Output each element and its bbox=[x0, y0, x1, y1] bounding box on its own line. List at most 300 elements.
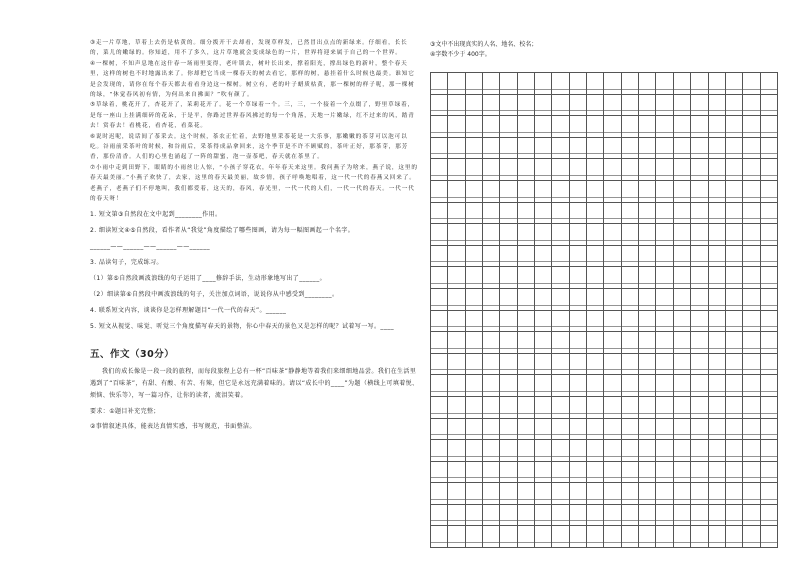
grid-cell[interactable] bbox=[431, 138, 448, 160]
grid-cell[interactable] bbox=[674, 526, 691, 548]
grid-cell[interactable] bbox=[518, 375, 535, 397]
grid-cell[interactable] bbox=[552, 483, 569, 505]
grid-cell[interactable] bbox=[552, 440, 569, 462]
grid-cell[interactable] bbox=[639, 397, 656, 419]
grid-cell[interactable] bbox=[743, 483, 760, 505]
grid-cell[interactable] bbox=[570, 181, 587, 203]
grid-cell[interactable] bbox=[743, 397, 760, 419]
grid-cell[interactable] bbox=[500, 440, 517, 462]
grid-cell[interactable] bbox=[500, 505, 517, 527]
grid-cell[interactable] bbox=[552, 267, 569, 289]
grid-cell[interactable] bbox=[604, 311, 621, 333]
grid-cell[interactable] bbox=[587, 267, 604, 289]
grid-cell[interactable] bbox=[552, 73, 569, 95]
grid-cell[interactable] bbox=[691, 462, 708, 484]
grid-cell[interactable] bbox=[448, 462, 465, 484]
grid-cell[interactable] bbox=[639, 203, 656, 225]
grid-cell[interactable] bbox=[570, 440, 587, 462]
grid-cell[interactable] bbox=[448, 267, 465, 289]
grid-cell[interactable] bbox=[500, 419, 517, 441]
grid-cell[interactable] bbox=[761, 311, 778, 333]
grid-cell[interactable] bbox=[483, 440, 500, 462]
grid-cell[interactable] bbox=[674, 375, 691, 397]
grid-cell[interactable] bbox=[431, 224, 448, 246]
grid-cell[interactable] bbox=[674, 440, 691, 462]
grid-cell[interactable] bbox=[604, 440, 621, 462]
grid-cell[interactable] bbox=[761, 289, 778, 311]
grid-cell[interactable] bbox=[570, 246, 587, 268]
grid-cell[interactable] bbox=[552, 505, 569, 527]
grid-cell[interactable] bbox=[500, 181, 517, 203]
grid-cell[interactable] bbox=[656, 462, 673, 484]
grid-cell[interactable] bbox=[535, 224, 552, 246]
grid-cell[interactable] bbox=[639, 375, 656, 397]
grid-cell[interactable] bbox=[639, 354, 656, 376]
grid-cell[interactable] bbox=[656, 440, 673, 462]
grid-cell[interactable] bbox=[674, 267, 691, 289]
grid-cell[interactable] bbox=[691, 419, 708, 441]
grid-cell[interactable] bbox=[552, 138, 569, 160]
grid-cell[interactable] bbox=[622, 440, 639, 462]
grid-cell[interactable] bbox=[761, 159, 778, 181]
grid-cell[interactable] bbox=[709, 246, 726, 268]
grid-cell[interactable] bbox=[622, 311, 639, 333]
grid-cell[interactable] bbox=[466, 138, 483, 160]
grid-cell[interactable] bbox=[570, 505, 587, 527]
grid-cell[interactable] bbox=[518, 419, 535, 441]
grid-cell[interactable] bbox=[587, 311, 604, 333]
grid-cell[interactable] bbox=[483, 419, 500, 441]
grid-cell[interactable] bbox=[570, 116, 587, 138]
grid-cell[interactable] bbox=[709, 354, 726, 376]
grid-cell[interactable] bbox=[726, 354, 743, 376]
grid-cell[interactable] bbox=[552, 462, 569, 484]
grid-cell[interactable] bbox=[726, 95, 743, 117]
grid-cell[interactable] bbox=[761, 332, 778, 354]
grid-cell[interactable] bbox=[761, 73, 778, 95]
grid-cell[interactable] bbox=[483, 311, 500, 333]
grid-cell[interactable] bbox=[587, 505, 604, 527]
grid-cell[interactable] bbox=[431, 419, 448, 441]
grid-cell[interactable] bbox=[587, 95, 604, 117]
grid-cell[interactable] bbox=[535, 397, 552, 419]
grid-cell[interactable] bbox=[466, 526, 483, 548]
grid-cell[interactable] bbox=[709, 116, 726, 138]
grid-cell[interactable] bbox=[709, 224, 726, 246]
grid-cell[interactable] bbox=[639, 224, 656, 246]
grid-cell[interactable] bbox=[743, 440, 760, 462]
grid-cell[interactable] bbox=[674, 95, 691, 117]
grid-cell[interactable] bbox=[466, 95, 483, 117]
grid-cell[interactable] bbox=[656, 159, 673, 181]
grid-cell[interactable] bbox=[639, 505, 656, 527]
grid-cell[interactable] bbox=[587, 375, 604, 397]
grid-cell[interactable] bbox=[587, 419, 604, 441]
grid-cell[interactable] bbox=[639, 440, 656, 462]
grid-cell[interactable] bbox=[604, 375, 621, 397]
grid-cell[interactable] bbox=[709, 505, 726, 527]
grid-cell[interactable] bbox=[431, 181, 448, 203]
grid-cell[interactable] bbox=[448, 116, 465, 138]
grid-cell[interactable] bbox=[604, 505, 621, 527]
grid-cell[interactable] bbox=[691, 95, 708, 117]
grid-cell[interactable] bbox=[535, 159, 552, 181]
grid-cell[interactable] bbox=[691, 116, 708, 138]
grid-cell[interactable] bbox=[761, 505, 778, 527]
grid-cell[interactable] bbox=[500, 159, 517, 181]
grid-cell[interactable] bbox=[691, 73, 708, 95]
grid-cell[interactable] bbox=[709, 267, 726, 289]
grid-cell[interactable] bbox=[691, 289, 708, 311]
grid-cell[interactable] bbox=[622, 397, 639, 419]
grid-cell[interactable] bbox=[674, 354, 691, 376]
grid-cell[interactable] bbox=[604, 332, 621, 354]
grid-cell[interactable] bbox=[622, 181, 639, 203]
grid-cell[interactable] bbox=[604, 483, 621, 505]
grid-cell[interactable] bbox=[500, 95, 517, 117]
grid-cell[interactable] bbox=[726, 419, 743, 441]
grid-cell[interactable] bbox=[622, 354, 639, 376]
grid-cell[interactable] bbox=[500, 267, 517, 289]
grid-cell[interactable] bbox=[448, 505, 465, 527]
grid-cell[interactable] bbox=[761, 116, 778, 138]
grid-cell[interactable] bbox=[587, 116, 604, 138]
grid-cell[interactable] bbox=[552, 224, 569, 246]
grid-cell[interactable] bbox=[518, 289, 535, 311]
grid-cell[interactable] bbox=[691, 159, 708, 181]
grid-cell[interactable] bbox=[656, 397, 673, 419]
grid-cell[interactable] bbox=[726, 526, 743, 548]
grid-cell[interactable] bbox=[466, 159, 483, 181]
grid-cell[interactable] bbox=[587, 73, 604, 95]
grid-cell[interactable] bbox=[431, 332, 448, 354]
grid-cell[interactable] bbox=[604, 159, 621, 181]
grid-cell[interactable] bbox=[587, 462, 604, 484]
grid-cell[interactable] bbox=[448, 440, 465, 462]
grid-cell[interactable] bbox=[622, 224, 639, 246]
grid-cell[interactable] bbox=[431, 311, 448, 333]
grid-cell[interactable] bbox=[518, 311, 535, 333]
grid-cell[interactable] bbox=[761, 246, 778, 268]
grid-cell[interactable] bbox=[466, 246, 483, 268]
grid-cell[interactable] bbox=[518, 505, 535, 527]
grid-cell[interactable] bbox=[500, 311, 517, 333]
grid-cell[interactable] bbox=[604, 138, 621, 160]
grid-cell[interactable] bbox=[691, 354, 708, 376]
grid-cell[interactable] bbox=[535, 440, 552, 462]
grid-cell[interactable] bbox=[709, 73, 726, 95]
grid-cell[interactable] bbox=[552, 419, 569, 441]
grid-cell[interactable] bbox=[535, 354, 552, 376]
grid-cell[interactable] bbox=[483, 332, 500, 354]
grid-cell[interactable] bbox=[535, 332, 552, 354]
grid-cell[interactable] bbox=[622, 95, 639, 117]
grid-cell[interactable] bbox=[431, 440, 448, 462]
grid-cell[interactable] bbox=[674, 224, 691, 246]
grid-cell[interactable] bbox=[761, 267, 778, 289]
grid-cell[interactable] bbox=[483, 526, 500, 548]
grid-cell[interactable] bbox=[761, 375, 778, 397]
grid-cell[interactable] bbox=[726, 397, 743, 419]
grid-cell[interactable] bbox=[622, 332, 639, 354]
grid-cell[interactable] bbox=[656, 375, 673, 397]
grid-cell[interactable] bbox=[761, 181, 778, 203]
grid-cell[interactable] bbox=[483, 116, 500, 138]
grid-cell[interactable] bbox=[535, 526, 552, 548]
grid-cell[interactable] bbox=[674, 289, 691, 311]
grid-cell[interactable] bbox=[466, 332, 483, 354]
grid-cell[interactable] bbox=[691, 224, 708, 246]
grid-cell[interactable] bbox=[691, 483, 708, 505]
grid-cell[interactable] bbox=[709, 375, 726, 397]
grid-cell[interactable] bbox=[604, 354, 621, 376]
grid-cell[interactable] bbox=[639, 289, 656, 311]
grid-cell[interactable] bbox=[761, 203, 778, 225]
grid-cell[interactable] bbox=[500, 483, 517, 505]
grid-cell[interactable] bbox=[466, 354, 483, 376]
grid-cell[interactable] bbox=[726, 311, 743, 333]
grid-cell[interactable] bbox=[587, 203, 604, 225]
grid-cell[interactable] bbox=[743, 181, 760, 203]
grid-cell[interactable] bbox=[622, 505, 639, 527]
grid-cell[interactable] bbox=[709, 332, 726, 354]
grid-cell[interactable] bbox=[743, 246, 760, 268]
grid-cell[interactable] bbox=[552, 375, 569, 397]
grid-cell[interactable] bbox=[587, 440, 604, 462]
grid-cell[interactable] bbox=[570, 138, 587, 160]
grid-cell[interactable] bbox=[639, 419, 656, 441]
grid-cell[interactable] bbox=[552, 203, 569, 225]
grid-cell[interactable] bbox=[448, 224, 465, 246]
grid-cell[interactable] bbox=[466, 116, 483, 138]
grid-cell[interactable] bbox=[431, 203, 448, 225]
grid-cell[interactable] bbox=[483, 224, 500, 246]
grid-cell[interactable] bbox=[709, 419, 726, 441]
grid-cell[interactable] bbox=[674, 138, 691, 160]
grid-cell[interactable] bbox=[466, 224, 483, 246]
grid-cell[interactable] bbox=[656, 483, 673, 505]
grid-cell[interactable] bbox=[709, 203, 726, 225]
grid-cell[interactable] bbox=[552, 354, 569, 376]
grid-cell[interactable] bbox=[500, 73, 517, 95]
grid-cell[interactable] bbox=[466, 483, 483, 505]
grid-cell[interactable] bbox=[570, 397, 587, 419]
grid-cell[interactable] bbox=[639, 246, 656, 268]
grid-cell[interactable] bbox=[500, 332, 517, 354]
grid-cell[interactable] bbox=[743, 73, 760, 95]
grid-cell[interactable] bbox=[483, 246, 500, 268]
grid-cell[interactable] bbox=[535, 375, 552, 397]
grid-cell[interactable] bbox=[570, 224, 587, 246]
grid-cell[interactable] bbox=[691, 332, 708, 354]
grid-cell[interactable] bbox=[483, 483, 500, 505]
grid-cell[interactable] bbox=[448, 95, 465, 117]
grid-cell[interactable] bbox=[466, 73, 483, 95]
grid-cell[interactable] bbox=[709, 526, 726, 548]
grid-cell[interactable] bbox=[500, 289, 517, 311]
grid-cell[interactable] bbox=[448, 332, 465, 354]
grid-cell[interactable] bbox=[587, 159, 604, 181]
grid-cell[interactable] bbox=[656, 354, 673, 376]
grid-cell[interactable] bbox=[466, 181, 483, 203]
grid-cell[interactable] bbox=[466, 397, 483, 419]
grid-cell[interactable] bbox=[518, 267, 535, 289]
grid-cell[interactable] bbox=[448, 483, 465, 505]
grid-cell[interactable] bbox=[639, 526, 656, 548]
grid-cell[interactable] bbox=[761, 138, 778, 160]
grid-cell[interactable] bbox=[639, 332, 656, 354]
grid-cell[interactable] bbox=[639, 116, 656, 138]
grid-cell[interactable] bbox=[570, 203, 587, 225]
grid-cell[interactable] bbox=[639, 138, 656, 160]
grid-cell[interactable] bbox=[656, 246, 673, 268]
grid-cell[interactable] bbox=[726, 138, 743, 160]
grid-cell[interactable] bbox=[674, 181, 691, 203]
grid-cell[interactable] bbox=[431, 73, 448, 95]
grid-cell[interactable] bbox=[726, 73, 743, 95]
grid-cell[interactable] bbox=[466, 440, 483, 462]
grid-cell[interactable] bbox=[518, 181, 535, 203]
grid-cell[interactable] bbox=[518, 224, 535, 246]
grid-cell[interactable] bbox=[535, 311, 552, 333]
grid-cell[interactable] bbox=[726, 505, 743, 527]
grid-cell[interactable] bbox=[570, 354, 587, 376]
grid-cell[interactable] bbox=[448, 181, 465, 203]
grid-cell[interactable] bbox=[570, 375, 587, 397]
grid-cell[interactable] bbox=[448, 203, 465, 225]
grid-cell[interactable] bbox=[709, 397, 726, 419]
grid-cell[interactable] bbox=[709, 95, 726, 117]
grid-cell[interactable] bbox=[448, 289, 465, 311]
grid-cell[interactable] bbox=[466, 505, 483, 527]
grid-cell[interactable] bbox=[448, 159, 465, 181]
grid-cell[interactable] bbox=[743, 505, 760, 527]
grid-cell[interactable] bbox=[431, 95, 448, 117]
grid-cell[interactable] bbox=[604, 526, 621, 548]
grid-cell[interactable] bbox=[552, 397, 569, 419]
grid-cell[interactable] bbox=[483, 267, 500, 289]
grid-cell[interactable] bbox=[604, 246, 621, 268]
grid-cell[interactable] bbox=[639, 159, 656, 181]
grid-cell[interactable] bbox=[552, 246, 569, 268]
grid-cell[interactable] bbox=[709, 440, 726, 462]
grid-cell[interactable] bbox=[587, 397, 604, 419]
grid-cell[interactable] bbox=[500, 526, 517, 548]
grid-cell[interactable] bbox=[587, 526, 604, 548]
grid-cell[interactable] bbox=[622, 419, 639, 441]
grid-cell[interactable] bbox=[743, 332, 760, 354]
grid-cell[interactable] bbox=[518, 332, 535, 354]
grid-cell[interactable] bbox=[535, 289, 552, 311]
grid-cell[interactable] bbox=[709, 181, 726, 203]
grid-cell[interactable] bbox=[761, 397, 778, 419]
grid-cell[interactable] bbox=[500, 246, 517, 268]
grid-cell[interactable] bbox=[709, 138, 726, 160]
grid-cell[interactable] bbox=[639, 267, 656, 289]
grid-cell[interactable] bbox=[656, 203, 673, 225]
grid-cell[interactable] bbox=[691, 311, 708, 333]
grid-cell[interactable] bbox=[622, 73, 639, 95]
grid-cell[interactable] bbox=[656, 116, 673, 138]
grid-cell[interactable] bbox=[743, 289, 760, 311]
grid-cell[interactable] bbox=[518, 354, 535, 376]
grid-cell[interactable] bbox=[535, 95, 552, 117]
grid-cell[interactable] bbox=[656, 505, 673, 527]
grid-cell[interactable] bbox=[726, 375, 743, 397]
grid-cell[interactable] bbox=[656, 332, 673, 354]
grid-cell[interactable] bbox=[604, 203, 621, 225]
grid-cell[interactable] bbox=[761, 462, 778, 484]
grid-cell[interactable] bbox=[622, 159, 639, 181]
grid-cell[interactable] bbox=[518, 526, 535, 548]
grid-cell[interactable] bbox=[483, 203, 500, 225]
grid-cell[interactable] bbox=[656, 224, 673, 246]
grid-cell[interactable] bbox=[570, 332, 587, 354]
grid-cell[interactable] bbox=[743, 203, 760, 225]
grid-cell[interactable] bbox=[500, 397, 517, 419]
grid-cell[interactable] bbox=[570, 462, 587, 484]
grid-cell[interactable] bbox=[448, 246, 465, 268]
grid-cell[interactable] bbox=[587, 246, 604, 268]
grid-cell[interactable] bbox=[518, 483, 535, 505]
grid-cell[interactable] bbox=[639, 462, 656, 484]
grid-cell[interactable] bbox=[518, 95, 535, 117]
grid-cell[interactable] bbox=[466, 462, 483, 484]
grid-cell[interactable] bbox=[483, 95, 500, 117]
grid-cell[interactable] bbox=[743, 138, 760, 160]
grid-cell[interactable] bbox=[674, 116, 691, 138]
grid-cell[interactable] bbox=[431, 267, 448, 289]
grid-cell[interactable] bbox=[587, 354, 604, 376]
grid-cell[interactable] bbox=[656, 138, 673, 160]
grid-cell[interactable] bbox=[431, 483, 448, 505]
grid-cell[interactable] bbox=[639, 181, 656, 203]
grid-cell[interactable] bbox=[743, 462, 760, 484]
grid-cell[interactable] bbox=[448, 73, 465, 95]
grid-cell[interactable] bbox=[587, 289, 604, 311]
grid-cell[interactable] bbox=[431, 246, 448, 268]
grid-cell[interactable] bbox=[483, 138, 500, 160]
grid-cell[interactable] bbox=[604, 224, 621, 246]
grid-cell[interactable] bbox=[483, 505, 500, 527]
grid-cell[interactable] bbox=[483, 289, 500, 311]
grid-cell[interactable] bbox=[518, 116, 535, 138]
grid-cell[interactable] bbox=[709, 462, 726, 484]
grid-cell[interactable] bbox=[726, 332, 743, 354]
grid-cell[interactable] bbox=[483, 159, 500, 181]
grid-cell[interactable] bbox=[674, 397, 691, 419]
grid-cell[interactable] bbox=[674, 483, 691, 505]
grid-cell[interactable] bbox=[535, 505, 552, 527]
grid-cell[interactable] bbox=[535, 138, 552, 160]
grid-cell[interactable] bbox=[483, 73, 500, 95]
grid-cell[interactable] bbox=[570, 289, 587, 311]
grid-cell[interactable] bbox=[431, 289, 448, 311]
grid-cell[interactable] bbox=[570, 267, 587, 289]
grid-cell[interactable] bbox=[518, 159, 535, 181]
grid-cell[interactable] bbox=[674, 311, 691, 333]
grid-cell[interactable] bbox=[518, 73, 535, 95]
grid-cell[interactable] bbox=[570, 159, 587, 181]
grid-cell[interactable] bbox=[709, 311, 726, 333]
grid-cell[interactable] bbox=[431, 505, 448, 527]
grid-cell[interactable] bbox=[622, 375, 639, 397]
grid-cell[interactable] bbox=[622, 483, 639, 505]
grid-cell[interactable] bbox=[726, 289, 743, 311]
grid-cell[interactable] bbox=[500, 462, 517, 484]
grid-cell[interactable] bbox=[743, 354, 760, 376]
grid-cell[interactable] bbox=[535, 267, 552, 289]
